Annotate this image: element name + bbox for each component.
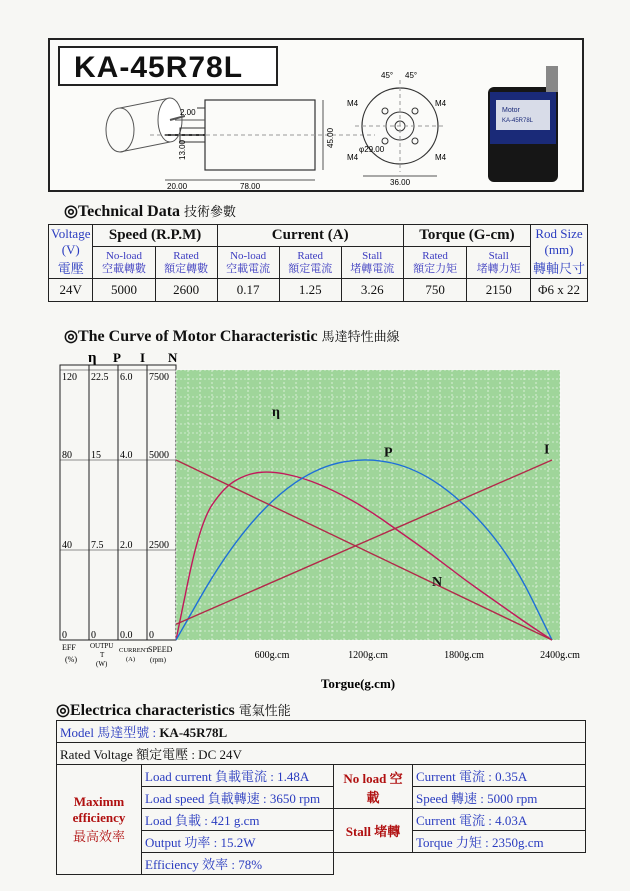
elec-section-title: ◎Electrica characteristics 電氣性能 — [56, 702, 291, 719]
dim-m4b: M4 — [435, 99, 447, 108]
rod-size-header: Rod Size (mm) 轉軸尺寸 — [531, 225, 588, 279]
table-cell: 5000 — [93, 279, 155, 302]
table-cell: 2600 — [155, 279, 217, 302]
stall-row: Torque 力矩 : 2350g.cm — [413, 831, 586, 853]
tech-title-text: Technical Data — [77, 203, 181, 220]
speed-header: Speed (R.P.M) — [93, 225, 217, 247]
unit-output: OUTPU — [90, 642, 114, 650]
unit-eff-pct: (%) — [65, 655, 77, 664]
dim-2: 2.00 — [180, 108, 196, 117]
scale-tick-label: 0.0 — [120, 630, 133, 641]
series-label: η — [272, 404, 280, 420]
unit-output-w: (W) — [96, 660, 108, 668]
dim-phi29: φ29.00 — [359, 145, 385, 154]
header-banner — [48, 38, 584, 192]
table-cell: 24V — [49, 279, 93, 302]
photo-label-model: KA-45R78L — [502, 118, 534, 124]
sub-header: No-load 空載轉數 — [93, 247, 155, 279]
dim-20: 20.00 — [167, 182, 188, 190]
scale-tick-label: 0 — [62, 630, 67, 641]
tech-section-title: ◎Technical Data 技術參數 — [64, 203, 237, 220]
curve-title-cn: 馬達特性曲線 — [321, 329, 400, 344]
max-eff-row: Output 功率 : 15.2W — [142, 831, 334, 853]
scale-tick-label: 15 — [91, 450, 101, 461]
dim-45b: 45° — [405, 71, 418, 80]
curve-title-text: The Curve of Motor Characteristic — [77, 328, 318, 345]
characteristic-chart — [58, 350, 598, 695]
scale-tick-label: 6.0 — [120, 372, 133, 383]
sub-header: No-load 空載電流 — [217, 247, 279, 279]
unit-speed-rpm: (rpm) — [150, 656, 166, 664]
dim-36: 36.00 — [390, 178, 411, 186]
dim-45: 45.00 — [326, 127, 335, 148]
electrical-table — [56, 720, 586, 875]
front-drawing — [345, 68, 455, 186]
scale-tick-label: 4.0 — [120, 450, 133, 461]
elec-title-text: Electrica characteristics — [69, 702, 235, 719]
empty-cell — [334, 853, 586, 875]
max-eff-row: Load 負載 : 421 g.cm — [142, 809, 334, 831]
no-load-row: Speed 轉速 : 5000 rpm — [413, 787, 586, 809]
series-label: I — [544, 442, 550, 458]
x-axis-label: Torgue(g.cm) — [320, 676, 396, 691]
model-row — [57, 721, 586, 743]
voltage-header: Voltage (V) 電壓 — [49, 225, 93, 279]
elec-title-cn: 電氣性能 — [238, 703, 291, 718]
dim-m4d: M4 — [435, 153, 447, 162]
dim-m4c: M4 — [347, 153, 359, 162]
technical-data-table — [48, 224, 588, 302]
scale-tick-label: 80 — [62, 450, 72, 461]
curve-section-title: ◎The Curve of Motor Characteristic 馬達特性曲線 — [64, 328, 400, 345]
unit-speed: SPEED — [148, 645, 173, 654]
x-tick-label: 2400g.cm — [540, 650, 580, 661]
table-cell: 750 — [403, 279, 467, 302]
sub-header: Stall 堵轉力矩 — [467, 247, 531, 279]
x-tick-label: 1800g.cm — [444, 650, 484, 661]
tech-title-cn: 技術參數 — [184, 204, 237, 219]
torque-header: Torque (G-cm) — [403, 225, 530, 247]
dim-45a: 45° — [381, 71, 394, 80]
scale-tick-label: 120 — [62, 372, 77, 383]
scale-tick-label: 5000 — [149, 450, 169, 461]
scale-tick-label: 2500 — [149, 540, 169, 551]
table-cell: 3.26 — [341, 279, 403, 302]
model-value: KA-45R78L — [159, 725, 228, 740]
scale-tick-label: 0 — [149, 630, 154, 641]
scale-tick-label: 2.0 — [120, 540, 133, 551]
table-cell: 1.25 — [279, 279, 341, 302]
sub-header: Rated 額定力矩 — [403, 247, 467, 279]
unit-current: CURRENT — [119, 647, 150, 654]
x-tick-label: 600g.cm — [254, 650, 290, 661]
scale-tick-label: 7.5 — [91, 540, 104, 551]
scale-tick-label: 7500 — [149, 372, 169, 383]
scale-head-current: I — [140, 350, 146, 365]
dim-78: 78.00 — [240, 182, 261, 190]
motor-photo — [460, 52, 578, 184]
stall-label: Stall 堵轉 — [334, 809, 413, 853]
series-label: N — [432, 575, 443, 590]
unit-output-t: T — [100, 651, 105, 659]
current-header: Current (A) — [217, 225, 403, 247]
series-label: P — [384, 445, 393, 461]
no-load-row: Current 電流 : 0.35A — [413, 765, 586, 787]
stall-row: Current 電流 : 4.03A — [413, 809, 586, 831]
table-cell: 2150 — [467, 279, 531, 302]
unit-current-a: (A) — [126, 656, 136, 663]
unit-eff: EFF — [62, 643, 76, 652]
photo-label-motor: Motor — [502, 107, 520, 114]
scale-head-power: P — [113, 350, 121, 365]
scale-head-speed: N — [168, 350, 178, 365]
sub-header: Rated 額定轉數 — [155, 247, 217, 279]
dim-m4a: M4 — [347, 99, 359, 108]
max-eff-row: Load speed 負載轉速 : 3650 rpm — [142, 787, 334, 809]
table-cell: Φ6 x 22 — [531, 279, 588, 302]
model-title: KA-45R78L — [58, 46, 278, 86]
x-tick-label: 1200g.cm — [348, 650, 388, 661]
max-efficiency-label: Maximm efficiency 最高效率 — [57, 765, 142, 875]
rated-voltage-row: Rated Voltage 額定電壓 : DC 24V — [57, 743, 586, 765]
dim-13: 13.00 — [178, 139, 187, 160]
no-load-label: No load 空載 — [334, 765, 413, 809]
scale-tick-label: 40 — [62, 540, 72, 551]
scale-head-eff: η — [88, 350, 97, 366]
max-eff-row: Efficiency 效率 : 78% — [142, 853, 334, 875]
sub-header: Stall 堵轉電流 — [341, 247, 403, 279]
max-eff-row: Load current 負載電流 : 1.48A — [142, 765, 334, 787]
table-cell: 0.17 — [217, 279, 279, 302]
sub-header: Rated 額定電流 — [279, 247, 341, 279]
model-label: Model 馬達型號 : — [60, 725, 160, 740]
scale-tick-label: 22.5 — [91, 372, 109, 383]
scale-tick-label: 0 — [91, 630, 96, 641]
